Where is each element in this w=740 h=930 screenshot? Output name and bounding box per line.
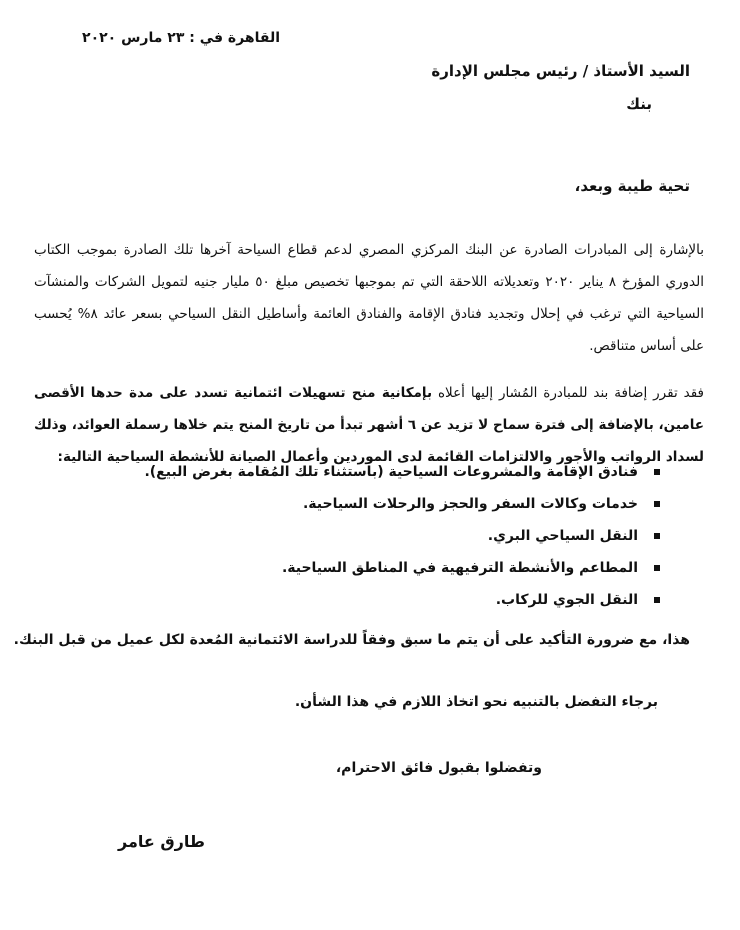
list-item-text: فنادق الإقامة والمشروعات السياحية (باستثناء تلك المُقامة بغرض البيع).	[144, 464, 638, 480]
list-item	[100, 456, 660, 488]
bullet-icon	[654, 469, 660, 475]
closing-line: وتفضلوا بقبول فائق الاحترام،	[335, 760, 542, 776]
bullet-icon	[654, 501, 660, 507]
paragraph-2-intro: فقد تقرر إضافة بند للمبادرة المُشار إليها أعلاه	[432, 384, 704, 401]
activities-list	[100, 456, 660, 616]
signature-name: طارق عامر	[118, 832, 205, 851]
addressee-line: السيد الأستاذ / رئيس مجلس الإدارة	[431, 62, 690, 80]
list-item-text: النقل الجوي للركاب.	[495, 592, 638, 608]
list-item-text: المطاعم والأنشطة الترفيهية في المناطق السياحية.	[281, 560, 638, 576]
list-item	[100, 520, 660, 552]
list-item	[100, 584, 660, 616]
bank-line: بنك	[626, 95, 652, 113]
letter-date: القاهرة في : ٢٣ مارس ٢٠٢٠	[82, 30, 280, 46]
list-item	[100, 552, 660, 584]
bullet-icon	[654, 597, 660, 603]
list-item	[100, 488, 660, 520]
request-line: برجاء التفضل بالتنبيه نحو اتخاذ اللازم في هذا الشأن.	[294, 694, 658, 710]
bullet-icon	[654, 533, 660, 539]
body-paragraph-1: بالإشارة إلى المبادرات الصادرة عن البنك المركزي المصري لدعم قطاع السياحة آخرها تلك الصادرة بموجب الكتاب الدوري المؤرخ ٨ يناير ٢٠٢٠ وتعديلاته اللاحقة التي تم بموجبها تخصيص مبلغ ٥٠ مليار جنيه لتمويل الشركات والمنشآت السياحية التي ترغب في إحلال وتجديد فنادق الإقامة والفنادق العائمة وأساطيل النقل السياحي بسعر عائد ٨% يُحسب على أساس متناقص.	[34, 241, 705, 354]
paragraph-2-bold: بإمكانية منح تسهيلات ائتمانية تسدد على مدة حدها الأقصى عامين، بالإضافة إلى فترة سماح لا تزيد عن ٦ أشهر تبدأ من تاريخ المنح يتم خلاها رسملة العوائد، وذلك لسداد الرواتب والأجور والالتزامات القائمة لدى الموردين وأعمال الصيانة للأنشطة السياحية التالية:	[34, 384, 704, 465]
list-item-text: النقل السياحي البري.	[487, 528, 638, 544]
list-item-text: خدمات وكالات السفر والحجز والرحلات السياحية.	[302, 496, 638, 512]
greeting-line: تحية طيبة وبعد،	[574, 177, 690, 195]
emphasis-line: هذا، مع ضرورة التأكيد على أن يتم ما سبق وفقاً للدراسة الائتمانية المُعدة لكل عميل من قبل البنك.	[13, 632, 690, 648]
bullet-icon	[654, 565, 660, 571]
